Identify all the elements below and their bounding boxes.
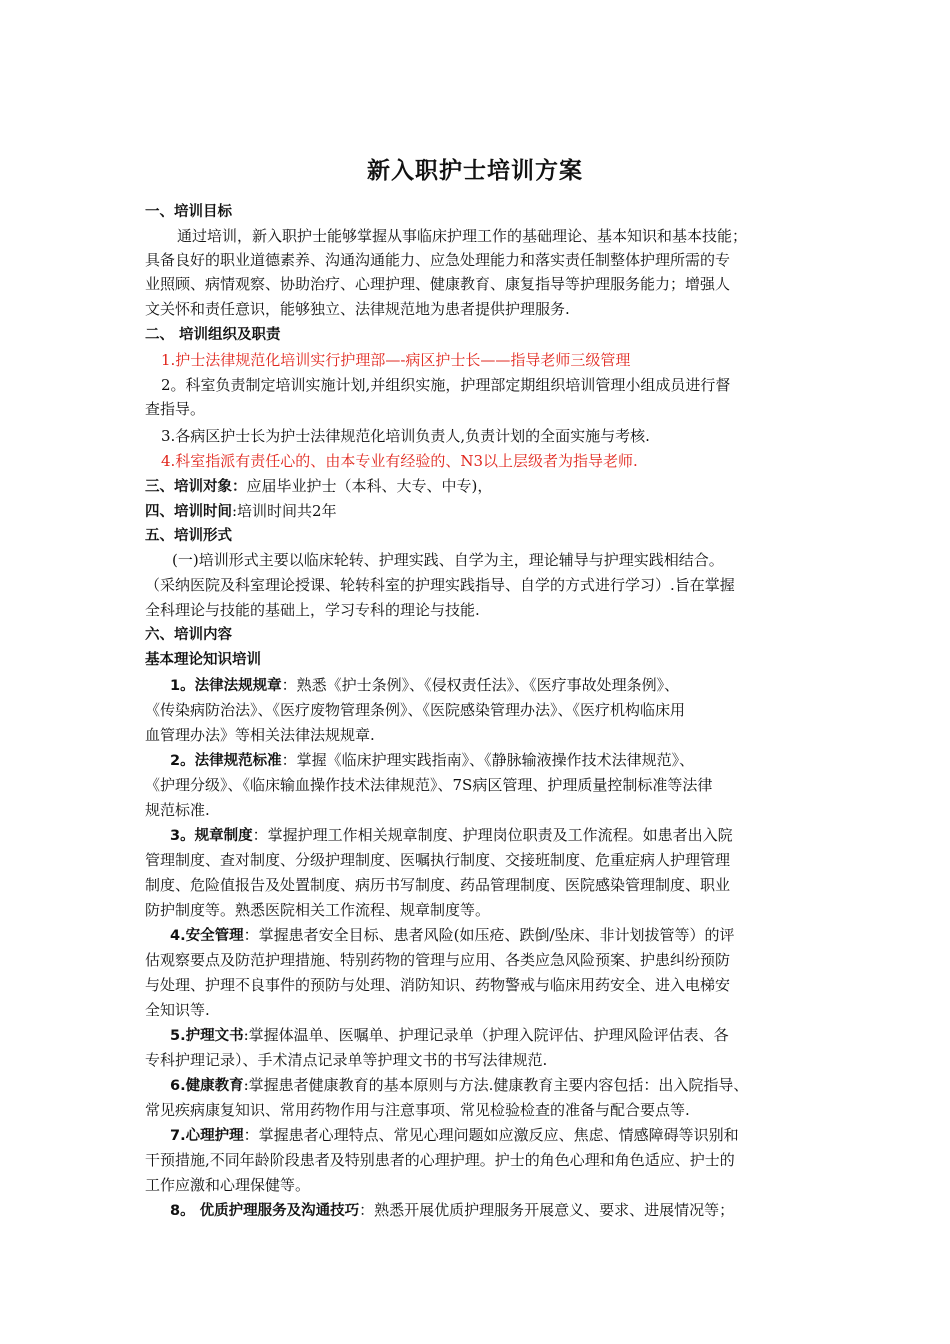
paragraph-line: 文关怀和责任意识，能够独立、法律规范地为患者提供护理服务.	[145, 300, 570, 318]
paragraph-line: 2。科室负责制定培训实施计划,并组织实施，护理部定期组织培训管理小组成员进行督	[161, 376, 731, 394]
page-title: 新入职护士培训方案	[367, 158, 583, 184]
paragraph-line: 工作应激和心理保健等。	[145, 1176, 311, 1194]
paragraph-line: 与处理、护理不良事件的预防与处理、消防知识、药物警戒与临床用药安全、进入电梯安	[145, 976, 731, 994]
item-text: ：掌握护理工作相关规章制度、护理岗位职责及工作流程。如患者出入院	[252, 826, 733, 844]
item-4-line	[170, 923, 850, 948]
section-3-text: 应届毕业护士（本科、大专、中专)，	[246, 477, 493, 495]
section-heading-1: 一、培训目标	[145, 204, 232, 220]
section-heading-3: 三、培训对象：	[145, 479, 247, 495]
item-heading: 2。法律规范标准	[170, 753, 282, 769]
item-heading: 1。法律法规规章	[170, 678, 282, 694]
item-heading: 7.心理护理	[170, 1128, 244, 1144]
paragraph-line: 通过培训，新入职护士能够掌握从事临床护理工作的基础理论、基本知识和基本技能；	[177, 227, 748, 245]
paragraph-line-red: 1.护士法律规范化培训实行护理部—-病区护士长——指导老师三级管理	[161, 351, 631, 369]
section-heading-2: 二、 培训组织及职责	[145, 327, 281, 343]
item-heading: 4.安全管理	[170, 928, 244, 944]
item-text: ：掌握患者安全目标、患者风险(如压疮、跌倒/坠床、非计划拔管等）的评	[243, 926, 735, 944]
section-4-line	[145, 499, 825, 524]
paragraph-line: 防护制度等。熟悉医院相关工作流程、规章制度等。	[145, 901, 491, 919]
item-1-line	[170, 673, 850, 698]
item-text: ：熟悉《护士条例》、《侵权责任法》、《医疗事故处理条例》、	[281, 676, 680, 694]
item-text: :掌握体温单、医嘱单、护理记录单（护理入院评估、护理风险评估表、各	[243, 1026, 729, 1044]
paragraph-line: 管理制度、查对制度、分级护理制度、医嘱执行制度、交接班制度、危重症病人护理管理	[145, 851, 731, 869]
item-text: :掌握患者健康教育的基本原则与方法.健康教育主要内容包括：出入院指导、	[243, 1076, 749, 1094]
paragraph-line: 血管理办法》等相关法律法规规章.	[145, 726, 375, 744]
paragraph-line: 干预措施,不同年龄阶段患者及特别患者的心理护理。护士的角色心理和角色适应、护士的	[145, 1151, 735, 1169]
item-heading: 8。 优质护理服务及沟通技巧	[170, 1203, 360, 1219]
paragraph-line: 查指导。	[145, 400, 206, 418]
paragraph-line: 《传染病防治法》、《医疗废物管理条例》、《医院感染管理办法》、《医疗机构临床用	[145, 701, 686, 719]
paragraph-line-red: 4.科室指派有责任心的、由本专业有经验的、N3以上层级者为指导老师.	[161, 452, 638, 470]
section-3-line	[145, 474, 825, 499]
paragraph-line: 具备良好的职业道德素养、沟通沟通能力、应急处理能力和落实责任制整体护理所需的专	[145, 251, 731, 269]
section-heading-6: 六、培训内容	[145, 627, 232, 643]
item-5-line	[170, 1023, 850, 1048]
paragraph-line: 估观察要点及防范护理措施、特别药物的管理与应用、各类应急风险预案、护患纠纷预防	[145, 951, 731, 969]
paragraph-line: 《护理分级》、《临床输血操作技术法律规范》、7S病区管理、护理质量控制标准等法律	[145, 776, 713, 794]
item-heading: 3。规章制度	[170, 828, 253, 844]
paragraph-line: 专科护理记录）、手术清点记录单等护理文书的书写法律规范.	[145, 1051, 548, 1069]
item-heading: 5.护理文书	[170, 1028, 244, 1044]
item-text: ：掌握患者心理特点、常见心理问题如应激反应、焦虑、情感障碍等识别和	[243, 1126, 739, 1144]
paragraph-line: 业照顾、病情观察、协助治疗、心理护理、健康教育、康复指导等护理服务能力；增强人	[145, 275, 731, 293]
item-2-line	[170, 748, 850, 773]
section-heading-4: 四、培训时间	[145, 504, 232, 520]
paragraph-line: 3.各病区护士长为护士法律规范化培训负责人,负责计划的全面实施与考核.	[161, 427, 650, 445]
item-heading: 6.健康教育	[170, 1078, 244, 1094]
item-6-line	[170, 1073, 850, 1098]
paragraph-line: (一)培训形式主要以临床轮转、护理实践、自学为主，理论辅导与护理实践相结合。	[172, 551, 724, 569]
paragraph-line: 全科理论与技能的基础上，学习专科的理论与技能.	[145, 601, 480, 619]
item-3-line	[170, 823, 850, 848]
section-heading-5: 五、培训形式	[145, 528, 232, 544]
item-text: ：熟悉开展优质护理服务开展意义、要求、进展情况等；	[359, 1201, 735, 1219]
paragraph-line: 全知识等.	[145, 1001, 210, 1019]
item-8-line	[170, 1198, 850, 1223]
paragraph-line: （采纳医院及科室理论授课、轮转科室的护理实践指导、自学的方式进行学习）.旨在掌握	[145, 576, 735, 594]
item-7-line	[170, 1123, 850, 1148]
section-4-text: :培训时间共2年	[232, 502, 337, 520]
paragraph-line: 制度、危险值报告及处置制度、病历书写制度、药品管理制度、医院感染管理制度、职业	[145, 876, 731, 894]
paragraph-line: 常见疾病康复知识、常用药物作用与注意事项、常见检验检查的准备与配合要点等.	[145, 1101, 690, 1119]
item-text: ：掌握《临床护理实践指南》、《静脉输液操作技术法律规范》、	[281, 751, 695, 769]
subheading: 基本理论知识培训	[145, 652, 261, 668]
paragraph-line: 规范标准.	[145, 801, 210, 819]
